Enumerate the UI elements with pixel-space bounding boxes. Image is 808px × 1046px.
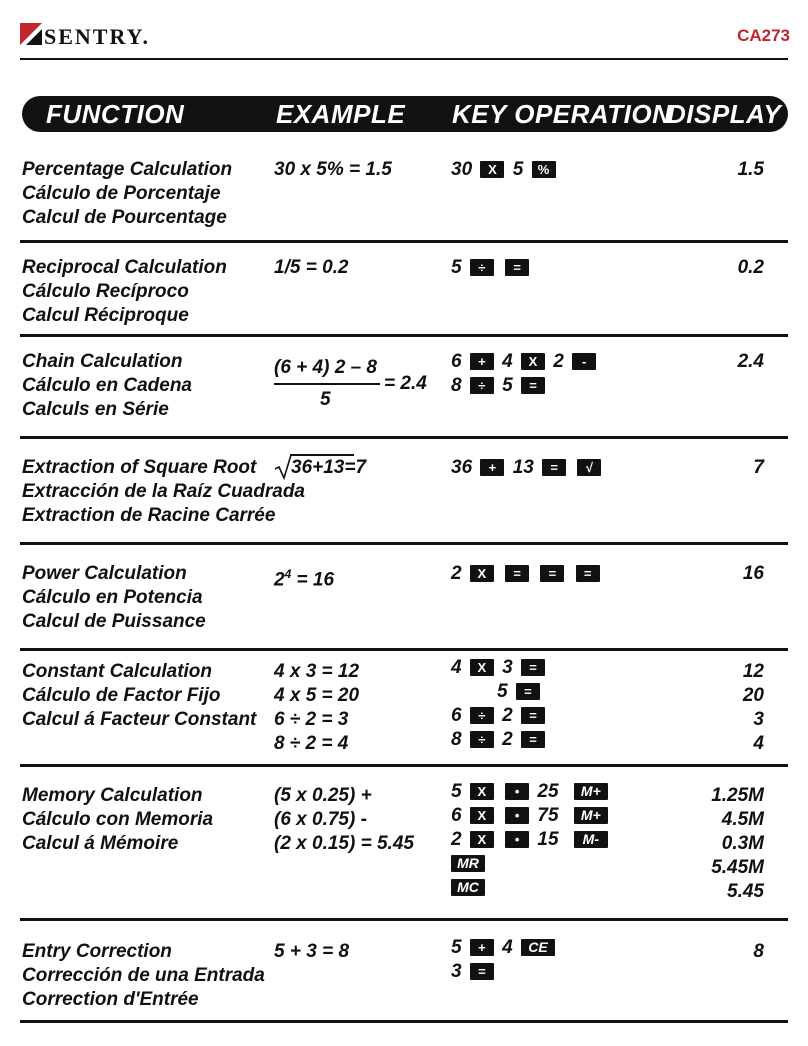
example-text: [274, 562, 334, 592]
key-operation: [451, 780, 611, 804]
example-text: 1/5 = 0.2: [274, 257, 349, 278]
key-sqrt: √: [577, 459, 601, 476]
row-divider: [20, 648, 788, 651]
function-label: Percentage Calculation: [22, 159, 233, 180]
key-operation: [451, 350, 599, 374]
example-text: (2 x 0.15) = 5.45: [274, 833, 414, 854]
key-number: 2: [451, 829, 462, 850]
example-base: 2: [274, 569, 285, 591]
example-numerator: (6 + 4) 2 – 8: [274, 357, 377, 378]
example-result: = 2.4: [384, 373, 427, 394]
key-minus: -: [572, 353, 596, 370]
key-plus: +: [470, 353, 494, 370]
key-dot: •: [505, 831, 529, 848]
function-label: Calcul de Puissance: [22, 611, 206, 632]
key-times: X: [470, 831, 494, 848]
key-operation: [451, 656, 548, 680]
column-example: EXAMPLE: [276, 99, 406, 129]
function-label: Calcul á Facteur Constant: [22, 709, 257, 730]
example-denominator: 5: [320, 389, 331, 410]
display-value: 5.45: [727, 881, 764, 902]
key-plus: +: [470, 939, 494, 956]
key-operation: [451, 456, 604, 480]
example-rest: = 16: [291, 569, 335, 591]
function-label: Reciprocal Calculation: [22, 257, 227, 278]
function-label: Power Calculation: [22, 563, 187, 584]
row-divider: [20, 334, 788, 337]
key-divide: ÷: [470, 259, 494, 276]
example-text: 5 + 3 = 8: [274, 941, 350, 962]
key-operation: [451, 960, 497, 984]
display-value: 16: [742, 563, 764, 584]
key-number: 6: [451, 805, 462, 826]
key-operation: [451, 374, 548, 398]
key-number: 8: [451, 375, 462, 396]
key-number: 5: [512, 159, 524, 180]
page-header: [0, 0, 808, 62]
example-text: 4 x 5 = 20: [274, 685, 360, 706]
key-number: 3: [451, 961, 462, 982]
key-number: 4: [502, 937, 513, 958]
row-divider: [20, 918, 788, 921]
key-m-plus: M+: [574, 807, 608, 824]
function-label: Calcul Réciproque: [22, 305, 189, 326]
display-value: 1.25M: [711, 785, 764, 806]
key-equals: =: [521, 731, 545, 748]
key-number: 5: [451, 781, 462, 802]
key-equals: =: [516, 683, 540, 700]
column-key-operation: KEY OPERATION: [452, 99, 672, 129]
key-dot: •: [505, 807, 529, 824]
fraction-line: [274, 383, 380, 385]
key-equals: =: [542, 459, 566, 476]
function-label: Extracción de la Raíz Cuadrada: [22, 481, 305, 502]
key-number: 13: [512, 457, 534, 478]
function-label: Cálculo de Porcentaje: [22, 183, 221, 204]
example-text: (5 x 0.25) +: [274, 785, 372, 806]
key-m-minus: M-: [574, 831, 608, 848]
function-label: Corrección de una Entrada: [22, 965, 265, 986]
model-number: CA273: [737, 26, 790, 45]
key-number: 4: [502, 351, 513, 372]
key-operation: [448, 876, 488, 900]
key-number: 5: [451, 257, 462, 278]
key-number: 5: [497, 681, 508, 702]
key-operation: [451, 828, 611, 852]
key-number: 30: [451, 159, 473, 180]
function-label: Chain Calculation: [22, 351, 183, 372]
key-operation: [451, 256, 532, 280]
example-text: 36+13=7: [291, 457, 367, 478]
display-value: 2.4: [737, 351, 764, 372]
key-mr: MR: [451, 855, 485, 872]
key-equals: =: [521, 659, 545, 676]
function-label: Cálculo en Potencia: [22, 587, 203, 608]
header-divider: [20, 58, 788, 60]
key-operation: [451, 562, 603, 586]
key-divide: ÷: [470, 731, 494, 748]
sentry-logo-icon: [20, 23, 42, 45]
key-number: 15: [537, 829, 559, 850]
key-operation: [451, 936, 558, 960]
key-percent: %: [532, 161, 556, 178]
function-label: Extraction of Square Root: [22, 457, 257, 478]
key-equals: =: [576, 565, 600, 582]
display-value: 12: [742, 661, 764, 682]
row-divider: [20, 240, 788, 243]
example-text: 8 ÷ 2 = 4: [274, 733, 349, 754]
key-number: 2: [502, 729, 513, 750]
function-label: Memory Calculation: [22, 785, 203, 806]
example-text: (6 x 0.75) -: [274, 809, 367, 830]
key-operation: [451, 158, 559, 182]
display-value: 0.2: [737, 257, 764, 278]
display-value: 20: [742, 685, 764, 706]
key-times: X: [521, 353, 545, 370]
display-value: 4: [753, 733, 764, 754]
key-times: X: [470, 783, 494, 800]
key-divide: ÷: [470, 707, 494, 724]
function-label: Cálculo con Memoria: [22, 809, 214, 830]
key-equals: =: [521, 377, 545, 394]
key-number: 6: [451, 705, 462, 726]
function-label: Extraction de Racine Carrée: [22, 505, 276, 526]
key-number: 6: [451, 351, 462, 372]
row-divider: [20, 542, 788, 545]
column-display: DISPLAY: [667, 99, 782, 129]
key-number: 5: [502, 375, 513, 396]
key-number: 2: [553, 351, 564, 372]
key-number: 36: [451, 457, 473, 478]
function-label: Calcul de Pourcentage: [22, 207, 227, 228]
key-operation: [451, 804, 611, 828]
function-label: Cálculo de Factor Fijo: [22, 685, 221, 706]
key-equals: =: [505, 259, 529, 276]
key-operation: [448, 852, 488, 876]
function-label: Calcul á Mémoire: [22, 833, 179, 854]
key-operation: [497, 680, 543, 704]
row-divider: [20, 1020, 788, 1023]
example-exponent: 4: [284, 567, 292, 581]
display-value: 3: [753, 709, 764, 730]
key-number: 2: [502, 705, 513, 726]
function-label: Entry Correction: [22, 941, 172, 962]
key-times: X: [470, 565, 494, 582]
key-operation: [451, 704, 548, 728]
key-number: 3: [502, 657, 513, 678]
key-number: 5: [451, 937, 462, 958]
example-text: 6 ÷ 2 = 3: [274, 709, 349, 730]
function-label: Cálculo Recíproco: [22, 281, 189, 302]
display-value: 4.5M: [721, 809, 764, 830]
key-equals: =: [470, 963, 494, 980]
key-plus: +: [480, 459, 504, 476]
key-number: 8: [451, 729, 462, 750]
key-number: 4: [451, 657, 462, 678]
key-mc: MC: [451, 879, 485, 896]
key-ce: CE: [521, 939, 555, 956]
example-text: 30 x 5% = 1.5: [274, 159, 392, 180]
key-operation: [451, 728, 548, 752]
key-equals: =: [540, 565, 564, 582]
row-divider: [20, 436, 788, 439]
function-label: Constant Calculation: [22, 661, 213, 682]
key-times: X: [470, 807, 494, 824]
function-label: Calculs en Série: [22, 399, 169, 420]
row-divider: [20, 764, 788, 767]
key-times: X: [480, 161, 504, 178]
key-times: X: [470, 659, 494, 676]
column-function: FUNCTION: [46, 99, 185, 129]
display-value: 7: [753, 457, 764, 478]
brand-name: SENTRY.: [44, 24, 150, 49]
function-label: Cálculo en Cadena: [22, 375, 192, 396]
display-value: 0.3M: [721, 833, 764, 854]
key-number: 75: [537, 805, 559, 826]
example-text: 4 x 3 = 12: [274, 661, 360, 682]
display-value: 8: [753, 941, 764, 962]
display-value: 1.5: [737, 159, 764, 180]
key-equals: =: [505, 565, 529, 582]
key-m-plus: M+: [574, 783, 608, 800]
key-equals: =: [521, 707, 545, 724]
key-number: 2: [451, 563, 462, 584]
key-dot: •: [505, 783, 529, 800]
function-label: Correction d'Entrée: [22, 989, 199, 1010]
key-divide: ÷: [470, 377, 494, 394]
display-value: 5.45M: [711, 857, 764, 878]
key-number: 25: [537, 781, 559, 802]
